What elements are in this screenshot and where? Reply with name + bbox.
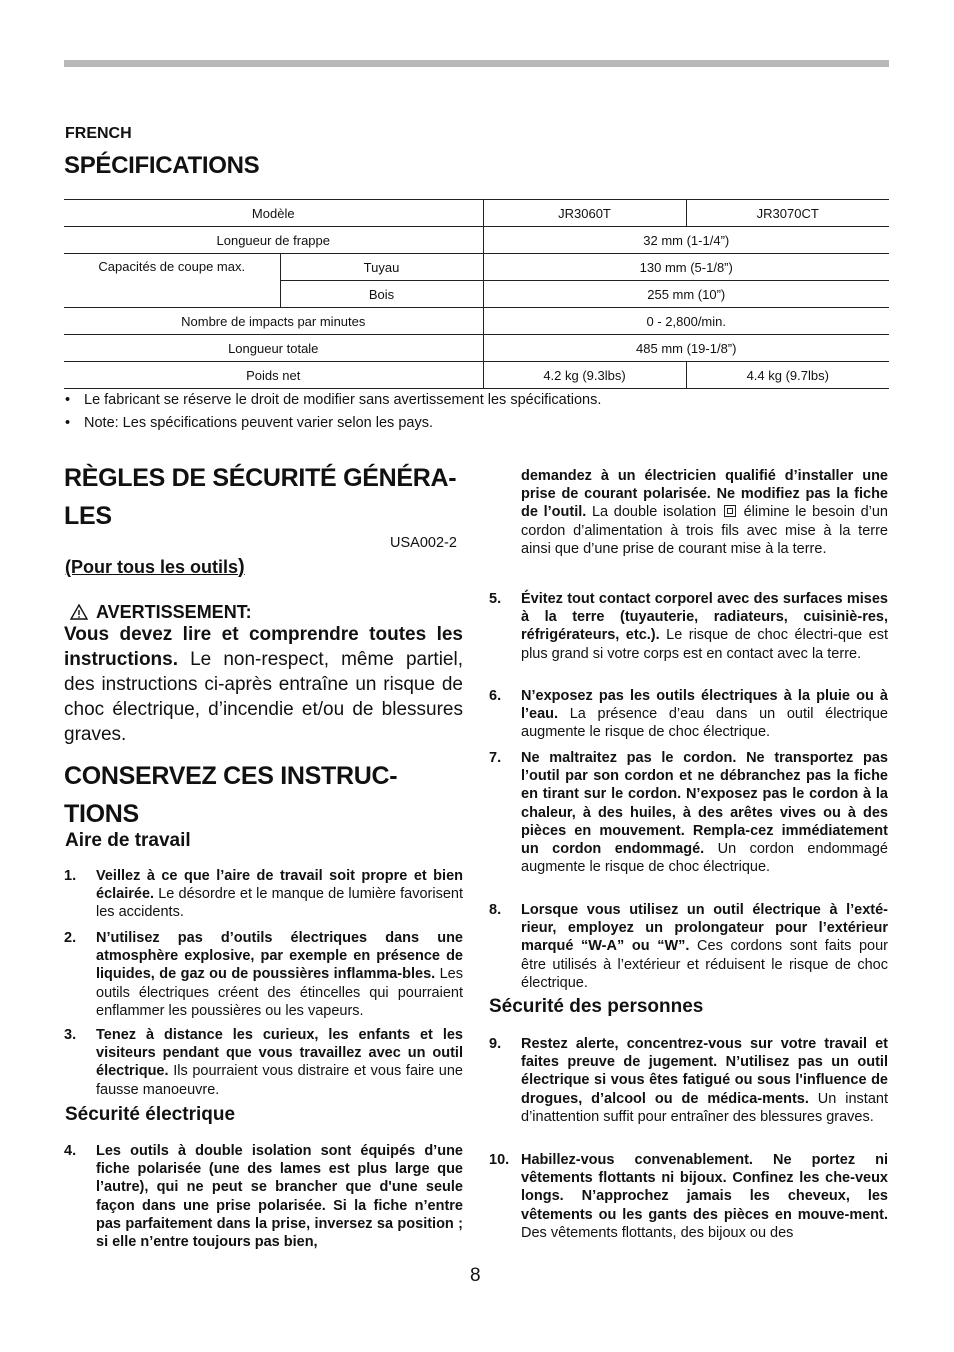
warning-text: Vous devez lire et comprendre toutes les instructions. Le non-respect, même partiel, des instructions ci-après entraîne un risque de choc électrique, d’incendie et/ou de blessures graves. [64,624,463,745]
list-item: • Le fabricant se réserve le droit de modifier sans avertissement les spécifications. [64,389,601,412]
table-cell: 32 mm (1-1/4”) [483,227,889,254]
language-label: FRENCH [65,125,132,142]
table-row [64,362,889,389]
list-item: 6. N’exposez pas les outils électriques à la pluie ou à l’eau. La présence d’eau dans un outil électrique augmente le risque de choc électrique. [489,688,888,741]
doc-code: USA002-2 [390,535,457,551]
warning-icon [70,604,88,620]
table-row [64,308,889,335]
list-item: 7. Ne maltraitez pas le cordon. Ne transportez pas l’outil par son cordon et ne débranchez pas la fiche en tirant sur le cordon. N’exposez pas le cordon à la chaleur, à des huiles, à des arêtes vives ou à des pièces en mouvement. Rempla-cez immédiatement un cordon endommagé. Un cordon endommagé augmente le risque de choc électrique. [489,750,888,876]
list-item: 10. Habillez-vous convenablement. Ne portez ni vêtements flottants ni bijoux. Confinez les che-veux longs. N’approchez jamais les cheveux, les vêtements ou les gants des pièces en mouve-ment. Des vêtements flottants, des bijoux ou des [489,1152,888,1241]
rules-subtitle: (Pour tous les outils) [65,556,245,578]
list-item: 2. N’utilisez pas d’outils électriques dans une atmosphère explosive, par exemple en présence de liquides, de gaz ou de poussières inflamma-bles. Les outils électriques créent des étincelles qui pourraient enflammer les poussières ou les vapeurs. [64,930,463,1019]
list-item: 9. Restez alerte, concentrez-vous sur votre travail et faites preuve de jugement. N’utilisez pas un outil électrique si vous êtes fatigué ou sous l'influence de drogues, d’alcool ou de médica-ments. Un instant d’inattention suffit pour entraîner des blessures graves. [489,1036,888,1125]
table-cell: Modèle [64,200,483,227]
warning-heading: AVERTISSEMENT: [70,602,252,623]
list-item: 8. Lorsque vous utilisez un outil électrique à l’exté-rieur, employez un prolongateur pour l’extérieur marqué “W-A” ou “W”. Ces cordons sont faits pour être utilisés à l’extérieur et réduisent le risque de choc électrique. [489,902,888,991]
table-row [64,200,889,227]
table-cell: Nombre de impacts par minutes [64,308,483,335]
table-cell: 4.2 kg (9.3lbs) [483,362,686,389]
list-item: • Note: Les spécifications peuvent varier selon les pays. [64,412,601,435]
specifications-table [64,199,889,389]
section-work-area: Aire de travail [65,830,191,851]
specifications-heading: SPÉCIFICATIONS [64,152,260,179]
table-cell: Longueur de frappe [64,227,483,254]
rules-heading: RÈGLES DE SÉCURITÉ GÉNÉRA- LES [64,464,457,530]
table-cell: 255 mm (10”) [483,281,889,308]
section-personal: Sécurité des personnes [489,996,704,1017]
table-cell: Poids net [64,362,483,389]
list-item: 3. Tenez à distance les curieux, les enfants et les visiteurs pendant que vous travaillez avec un outil électrique. Ils pourraient vous distraire et vous faire une fausse manoeuvre. [64,1027,463,1098]
table-cell: 4.4 kg (9.7lbs) [686,362,889,389]
table-row [64,227,889,254]
table-row [64,254,889,281]
double-insulation-icon [724,505,736,517]
spec-notes [64,389,601,435]
page-number: 8 [470,1265,481,1286]
top-rule [64,60,889,67]
model-jr3070ct: JR3070CT [686,200,889,227]
keep-instructions-heading: CONSERVEZ CES INSTRUC- TIONS [64,762,398,828]
model-jr3060t: JR3060T [483,200,686,227]
table-cell: Longueur totale [64,335,483,362]
table-cell: Tuyau [280,254,483,281]
table-cell: 485 mm (19-1/8”) [483,335,889,362]
table-cell: 130 mm (5-1/8”) [483,254,889,281]
list-item: 4. Les outils à double isolation sont équipés d’une fiche polarisée (une des lames est plus large que l’autre), qui ne peut se brancher que d'une seule façon dans une prise polarisée. Si la fiche n’entre pas parfaitement dans la prise, inversez sa position ; si elle n’entre toujours pas bien, [64,1143,463,1251]
table-cell: Bois [280,281,483,308]
table-cell: 0 - 2,800/min. [483,308,889,335]
table-row [64,335,889,362]
table-cell: Capacités de coupe max. [64,254,280,308]
section-electrical: Sécurité électrique [65,1104,236,1125]
list-item: 5. Évitez tout contact corporel avec des surfaces mises à la terre (tuyauterie, radiateurs, cuisiniè-res, réfrigérateurs, etc.). Le risque de choc électri-que est plus grand si votre corps est en contact avec la terre. [489,591,888,662]
list-item: demandez à un électricien qualifié d’installer une prise de courant polarisée. Ne modifiez pas la fiche de l’outil. La double isolation élimine le besoin d’un cordon d’alimentation à trois fils avec mise à la terre ainsi que d’une prise de courant mise à la terre. [521,468,888,557]
list-item: 1. Veillez à ce que l’aire de travail soit propre et bien éclairée. Le désordre et le manque de lumière favorisent les accidents. [64,868,463,921]
